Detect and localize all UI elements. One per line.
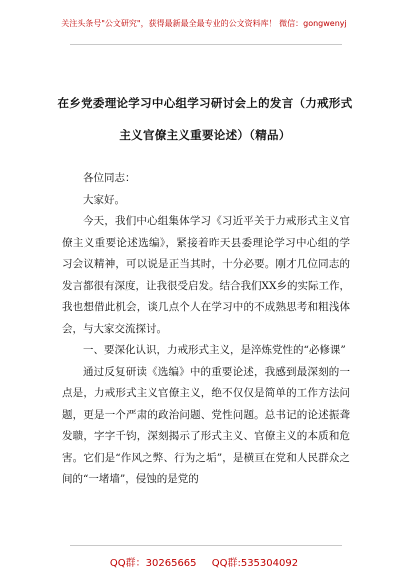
- footer-qq-group-2: QQ群:535304092: [211, 558, 299, 569]
- footer-divider: [70, 545, 342, 546]
- header-divider: [70, 44, 342, 45]
- paragraph: 通过反复研读《选编》中的重要论述，我感到最深刻的一点是，力戒形式主义官僚主义，绝不仅仅是简单的工作方法问题，更是一个严肃的政治问题、党性问题。总书记的论述振聋发聩，字字千钧，深刻揭示了形式主义、官僚主义的本质和危害。它们是“作风之弊、行为之垢”，是横亘在党和人民群众之间的“一堵墙”，侵蚀的是党的: [62, 365, 350, 485]
- footer: [0, 554, 408, 569]
- document-title-line-1: 在乡党委理论学习中心组学习研讨会上的发言（力戒形式: [57, 96, 353, 110]
- section-heading: 一、要深化认识，力戒形式主义，是淬炼党性的“必修课”: [83, 344, 346, 356]
- greeting: 大家好。: [83, 193, 125, 206]
- header-banner: 关注头条号"公文研究"，获得最新最全最专业的公文资料库！ 微信：gongwenyj: [61, 19, 347, 28]
- document-title-line-2: 主义官僚主义重要论述）（精品）: [119, 128, 291, 142]
- paragraph: 今天，我们中心组集体学习《习近平关于力戒形式主义官僚主义重要论述选编》，紧接着昨天县委理论学习中心组的学习会议精神，可以说是正当其时，十分必要。刚才几位同志的发言都很有深度，让我很受启发。结合我们XX乡的实际工作，我也想借此机会，谈几点个人在学习中的不成熟思考和粗浅体会，与大家交流探讨。: [62, 215, 350, 335]
- document-body: [62, 168, 350, 491]
- salutation: 各位同志：: [83, 172, 136, 184]
- footer-qq-group-1: QQ群：30265665: [109, 558, 197, 569]
